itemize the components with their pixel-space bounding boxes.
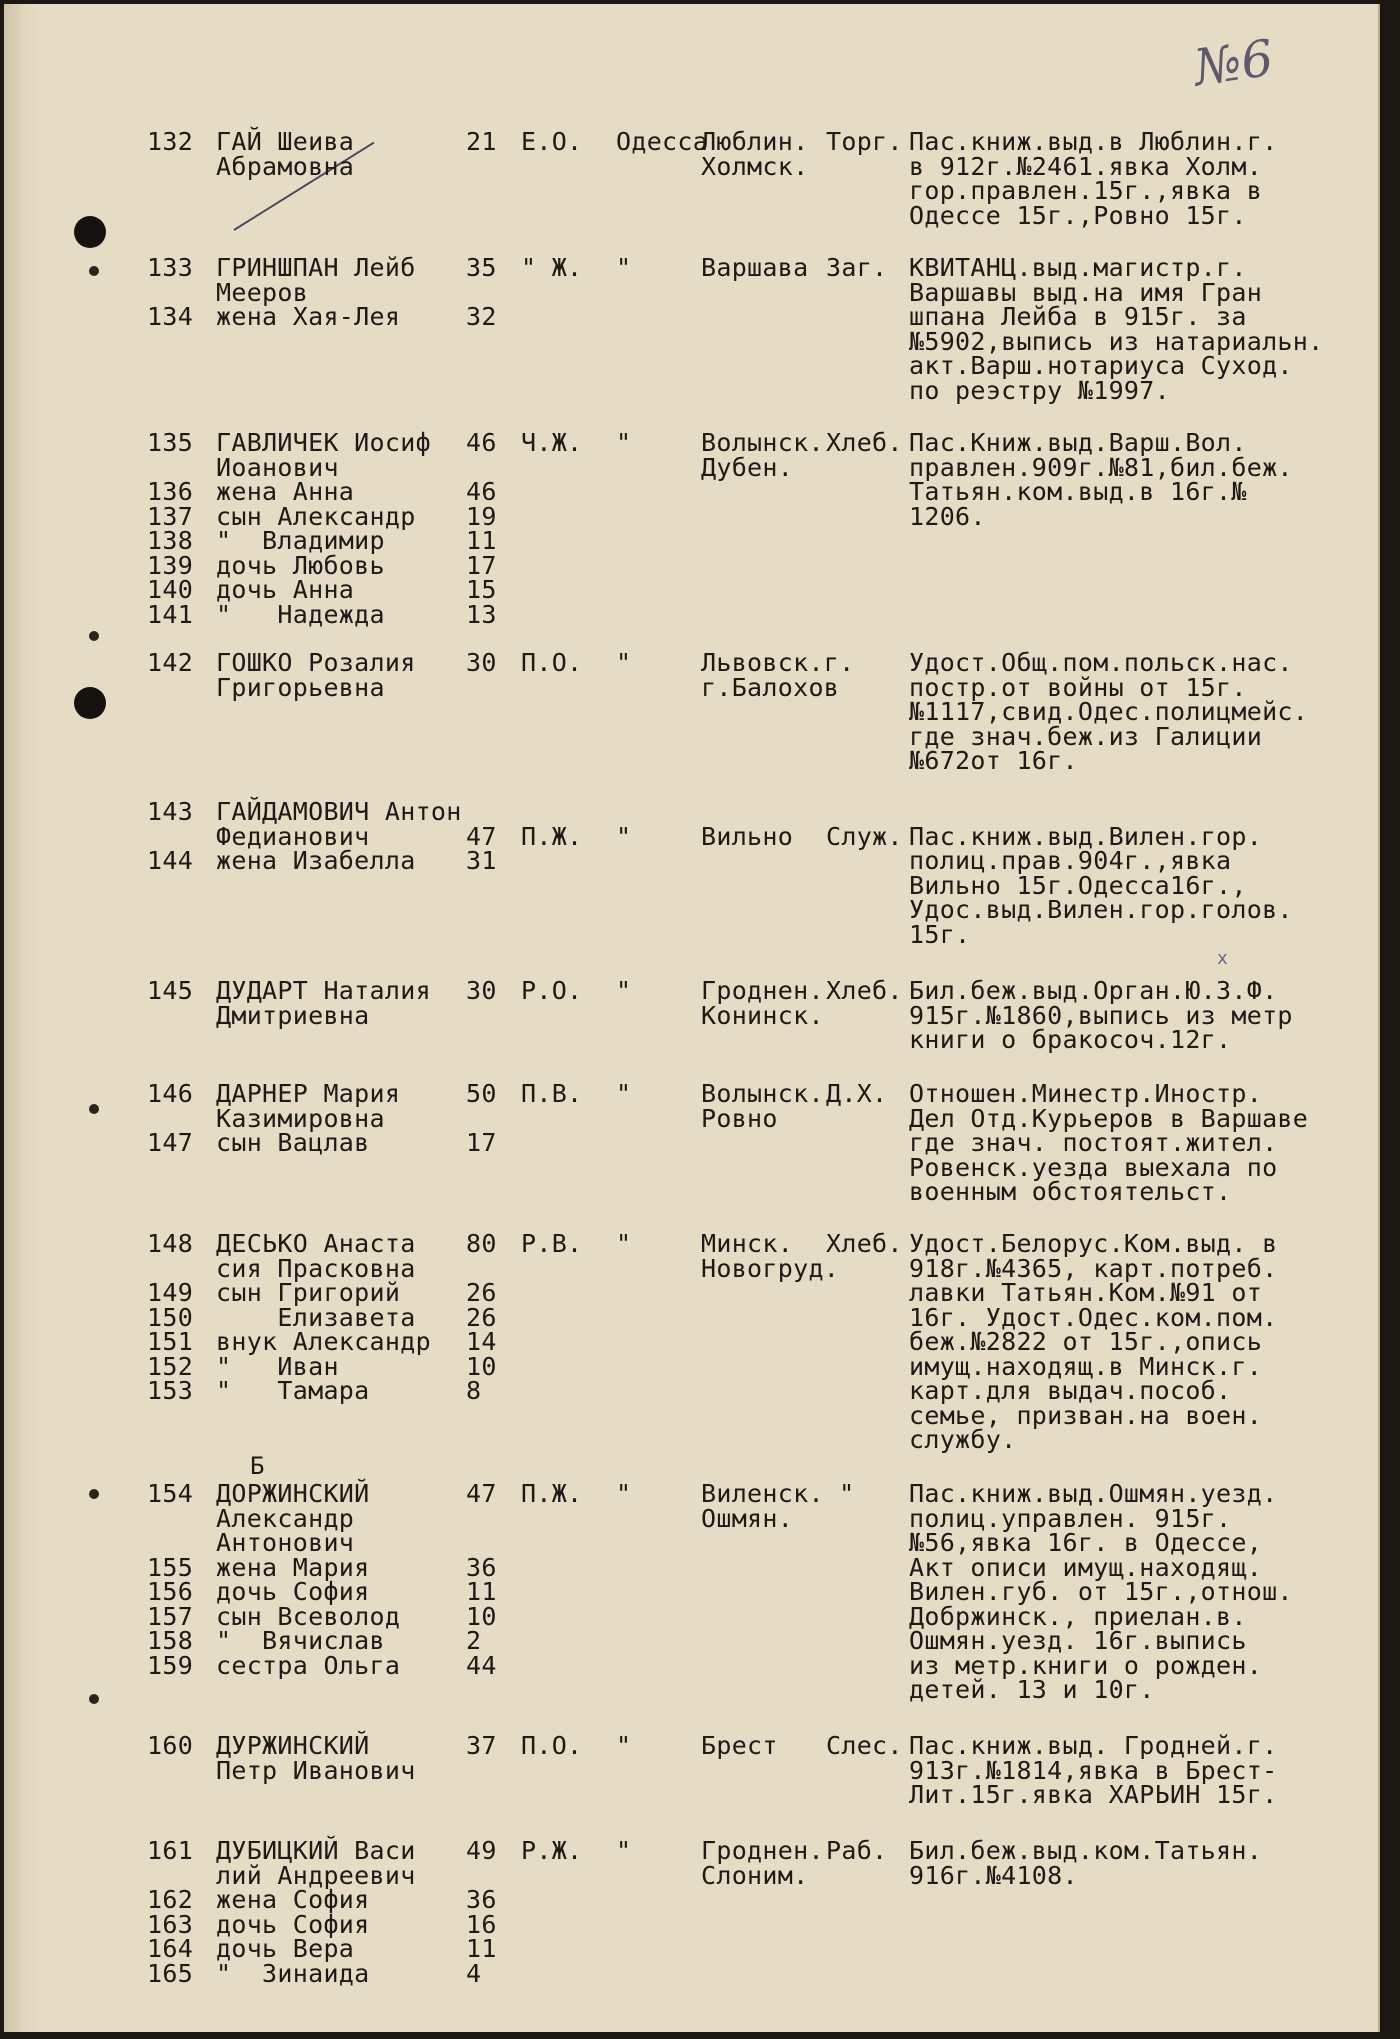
entry-documents: Бил.беж.выд.Орган.Ю.З.Ф. 915г.№1860,выпись из метр книги о бракосоч.12г. [909,976,1293,1054]
entry-number: 148 149 150 151 152 153 [147,1229,194,1405]
entry-documents: Пас.книж.выд. Гродней.г. 913г.№1814,явка в Брест- Лит.15г.явка ХАРЬИН 15г. [909,1731,1278,1809]
entry-nationality: Ч.Ж. [521,428,583,457]
entry-nationality: П.О. [521,1731,583,1760]
entry-departure: Гроднен. Слоним. [701,1836,824,1890]
entry-nationality: Е.О. [521,127,583,156]
handwritten-correction: Б [250,1452,265,1480]
entry-nationality: П.Ж. [521,821,583,851]
entry-name: ДАРНЕР Мария Казимировна сын Вацлав [216,1079,401,1157]
entry-name: ГАЙДАМОВИЧ Антон Федианович жена Изабелла [216,797,462,875]
entry-origin: " [616,428,632,457]
entry-name: ДУБИЦКИЙ Васи лий Андреевич жена София дочь София дочь Вера " Зинаида [216,1836,416,1988]
entry-profession: Служ. [826,821,903,851]
entry-departure: Львовск.г. г.Балохов [701,648,855,702]
entry-documents: Бил.беж.выд.ком.Татьян. 916г.№4108. [909,1836,1263,1890]
entry-age: 47 31 [466,821,497,875]
entry-origin: " [616,1479,632,1508]
entry-departure: Гроднен. Конинск. [701,976,824,1030]
entry-departure: Брест [701,1731,778,1760]
entry-nationality: П.В. [521,1079,583,1108]
entry-profession: Хлеб. [826,1229,903,1258]
entry-age: 37 [466,1731,497,1760]
ink-spot [89,631,99,641]
entry-nationality: Р.О. [521,976,583,1005]
entry-name: ГАЙ Шеива Абрамовна [216,127,355,181]
entry-origin: " [616,648,632,677]
entry-origin: " [616,821,632,851]
entry-profession: Хлеб. [826,428,903,457]
entry-profession: Торг. [826,127,903,156]
entry-age: 21 [466,127,497,156]
entry-documents: Пас.книж.выд.Вилен.гор. полиц.прав.904г.,явка Вильно 15г.Одесса16г., Удос.выд.Вилен.гор.голов. 15г. [909,821,1293,949]
entry-departure: Виленск. " Ошмян. [701,1479,855,1533]
entry-departure: Волынск. Ровно [701,1079,824,1133]
entry-age: 30 [466,648,497,677]
entry-departure: Вильно [701,821,794,851]
entry-nationality: П.Ж. [521,1479,583,1508]
entry-number: 132 [147,127,194,156]
entry-number: 161 162 163 164 165 [147,1836,194,1988]
punch-hole [74,216,106,248]
entry-departure: Люблин. Холмск. [701,127,809,181]
entry-origin: " [616,1079,632,1108]
entry-origin: " [616,1229,632,1258]
entry-number: 145 [147,976,194,1005]
entry-profession: Раб. [826,1836,888,1865]
entry-nationality: Р.В. [521,1229,583,1258]
entry-age: 46 46 19 11 17 15 13 [466,428,497,629]
entry-name: ДУРЖИНСКИЙ Петр Иванович [216,1731,416,1785]
entry-documents: Отношен.Минестр.Иностр. Дел Отд.Курьеров в Варшаве где знач. постоят.жител. Ровенск.уезда выехала по военным обстоятельст. [909,1079,1309,1206]
document-page [4,4,1380,2032]
entry-number: 133 134 [147,253,194,331]
entry-profession: Хлеб. [826,976,903,1005]
entry-number: 135 136 137 138 139 140 141 [147,428,194,629]
entry-name: ДЕСЬКО Анаста сия Прасковна сын Григорий Елизавета внук Александр " Иван " Тамара [216,1229,431,1405]
entry-age: 30 [466,976,497,1005]
entry-documents: Пас.книж.выд.в Люблин.г. в 912г.№2461.явка Холм. гор.правлен.15г.,явка в Одессе 15г.,Ровно 15г. [909,127,1278,230]
entry-age: 49 36 16 11 4 [466,1836,497,1988]
entry-nationality: П.О. [521,648,583,677]
entry-age: 47 36 11 10 2 44 [466,1479,497,1680]
entry-origin: " [616,1836,632,1865]
entry-age: 80 26 26 14 10 8 [466,1229,497,1405]
entry-origin: " [616,976,632,1005]
entry-age: 50 17 [466,1079,497,1157]
entry-number: 142 [147,648,194,677]
punch-hole [74,687,106,719]
entry-documents: Пас.книж.выд.Ошмян.уезд. полиц.управлен. 915г. №56,явка 16г. в Одессе, Акт описи имущ.находящ. Вилен.губ. от 15г.,отнош. Добржинск., приелан.в. Ошмян.уезд. 16г.выпись из метр.книги о рожден. детей. 13 и 10г. [909,1479,1293,1704]
entry-origin: " [616,1731,632,1760]
entry-departure: Волынск. Дубен. [701,428,824,482]
entry-profession: Д.Х. [826,1079,888,1108]
entry-documents: Удост.Белорус.Ком.выд. в 918г.№4365, карт.потреб. лавки Татьян.Ком.№91 от 16г. Удост.Одес.ком.пом. беж.№2822 от 15г.,опись имущ.находящ.в Минск.г. карт.для выдач.пособ. семье, призван.на воен. службу. [909,1229,1278,1454]
entry-documents: Пас.Книж.выд.Варш.Вол. правлен.909г.№81,бил.беж. Татьян.ком.выд.в 16г.№ 1206. [909,428,1293,531]
margin-mark: х [1217,948,1228,969]
entry-documents: КВИТАНЦ.выд.магистр.г. Варшавы выд.на имя Гран шпана Лейба в 915г. за №5902,выпись из натариальн. акт.Варш.нотариуса Суход. по реэстру №1997. [909,253,1324,405]
entry-origin: Одесса [616,127,709,156]
page-fold-shadow [4,4,40,2032]
entry-name: ДУДАРТ Наталия Дмитриевна [216,976,431,1030]
ink-spot [89,266,99,276]
ink-spot [89,1694,99,1704]
entry-nationality: Р.Ж. [521,1836,583,1865]
entry-age: 35 32 [466,253,497,331]
entry-origin: " [616,253,632,282]
entry-name: ГРИНШПАН Лейб Мееров жена Хая-Лея [216,253,416,331]
folio-number: №6 [1190,28,1277,98]
entry-number: 143 144 [147,797,194,875]
entry-departure: Минск. Новогруд. [701,1229,840,1283]
entry-name: ДОРЖИНСКИЙ Александр Антонович жена Мария дочь София сын Всеволод " Вячислав сестра Ольга [216,1479,401,1680]
entry-profession: Слес. [826,1731,903,1760]
entry-documents: Удост.Общ.пом.польск.нас. постр.от войны от 15г. №1117,свид.Одес.полицмейс. где знач.беж.из Галиции №672от 16г. [909,648,1309,775]
entry-name: ГОШКО Розалия Григорьевна [216,648,416,702]
entry-number: 146 147 [147,1079,194,1157]
entry-nationality: " Ж. [521,253,583,282]
entry-departure: Варшава [701,253,809,282]
entry-name: ГАВЛИЧЕК Иосиф Иоанович жена Анна сын Александр " Владимир дочь Любовь дочь Анна " Надежда [216,428,431,629]
entry-number: 154 155 156 157 158 159 [147,1479,194,1680]
ink-spot [89,1104,99,1114]
entry-profession: Заг. [826,253,888,282]
entry-number: 160 [147,1731,194,1760]
ink-spot [89,1489,99,1499]
